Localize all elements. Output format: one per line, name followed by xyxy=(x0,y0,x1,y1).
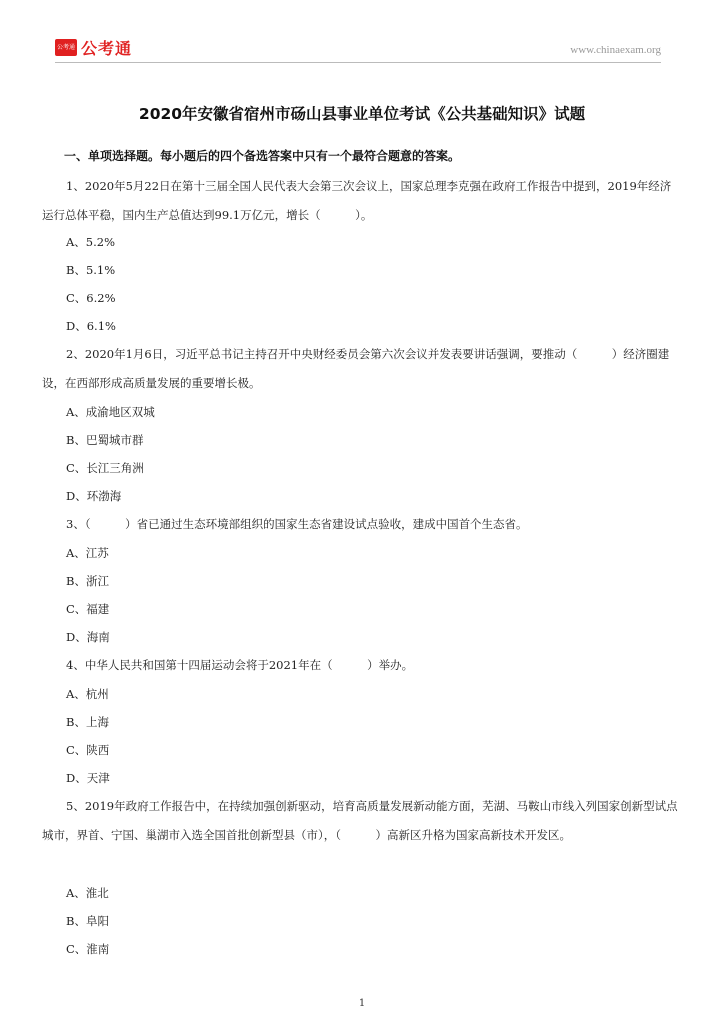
question-2-option-d: D、环渤海 xyxy=(66,489,122,503)
question-2-option-a: A、成渝地区双城 xyxy=(66,405,155,419)
question-2-option-b: B、巴蜀城市群 xyxy=(66,433,144,447)
section-heading: 一、单项选择题。每小题后的四个备选答案中只有一个最符合题意的答案。 xyxy=(64,149,461,163)
question-1-option-d: D、6.1% xyxy=(66,319,116,333)
question-1-option-b: B、5.1% xyxy=(66,263,116,277)
logo[interactable] xyxy=(55,36,132,59)
question-1: 1、2020年5月22日在第十三届全国人民代表大会第三次会议上，国家总理李克强在政府工作报告中提到，2019年经济运行总体平稳，国内生产总值达到99.1万亿元，增长（ ）。 xyxy=(42,179,672,222)
question-2: 2、2020年1月6日，习近平总书记主持召开中央财经委员会第六次会议并发表要讲话强调，要推动（ ）经济圈建设，在西部形成高质量发展的重要增长极。 xyxy=(42,347,670,390)
document-title: 2020年安徽省宿州市砀山县事业单位考试《公共基础知识》试题 xyxy=(138,105,586,123)
question-4-option-c: C、陕西 xyxy=(66,743,110,757)
question-1-option-a: A、5.2% xyxy=(66,235,116,249)
question-2-option-c: C、长江三角洲 xyxy=(66,461,144,475)
question-3-option-b: B、浙江 xyxy=(66,574,109,588)
question-5-option-c: C、淮南 xyxy=(66,942,110,956)
question-4-option-b: B、上海 xyxy=(66,715,109,729)
question-3-option-d: D、海南 xyxy=(66,630,110,644)
question-3-option-a: A、江苏 xyxy=(66,546,109,560)
question-4: 4、中华人民共和国第十四届运动会将于2021年在（ ）举办。 xyxy=(66,658,414,672)
page-header xyxy=(55,36,661,60)
question-1-option-c: C、6.2% xyxy=(66,291,116,305)
header-divider xyxy=(55,62,661,63)
page-number: 1 xyxy=(358,998,366,1009)
logo-badge: 公考通 xyxy=(55,39,77,56)
question-3-option-c: C、福建 xyxy=(66,602,110,616)
site-url[interactable]: www.chinaexam.org xyxy=(570,44,661,56)
question-4-option-a: A、杭州 xyxy=(66,687,109,701)
question-3: 3、（ ）省已通过生态环境部组织的国家生态省建设试点验收，建成中国首个生态省。 xyxy=(66,517,528,531)
question-5: 5、2019年政府工作报告中，在持续加强创新驱动，培育高质量发展新动能方面，芜湖、马鞍山市线入列国家创新型试点城市，界首、宁国、巢湖市入选全国首批创新型县（市），（ ）高新区升格为国家高新技术开发区。 xyxy=(42,799,678,842)
question-4-option-d: D、天津 xyxy=(66,771,110,785)
logo-text: 公考通 xyxy=(81,39,133,58)
question-5-option-a: A、淮北 xyxy=(66,886,109,900)
question-5-option-b: B、阜阳 xyxy=(66,914,109,928)
